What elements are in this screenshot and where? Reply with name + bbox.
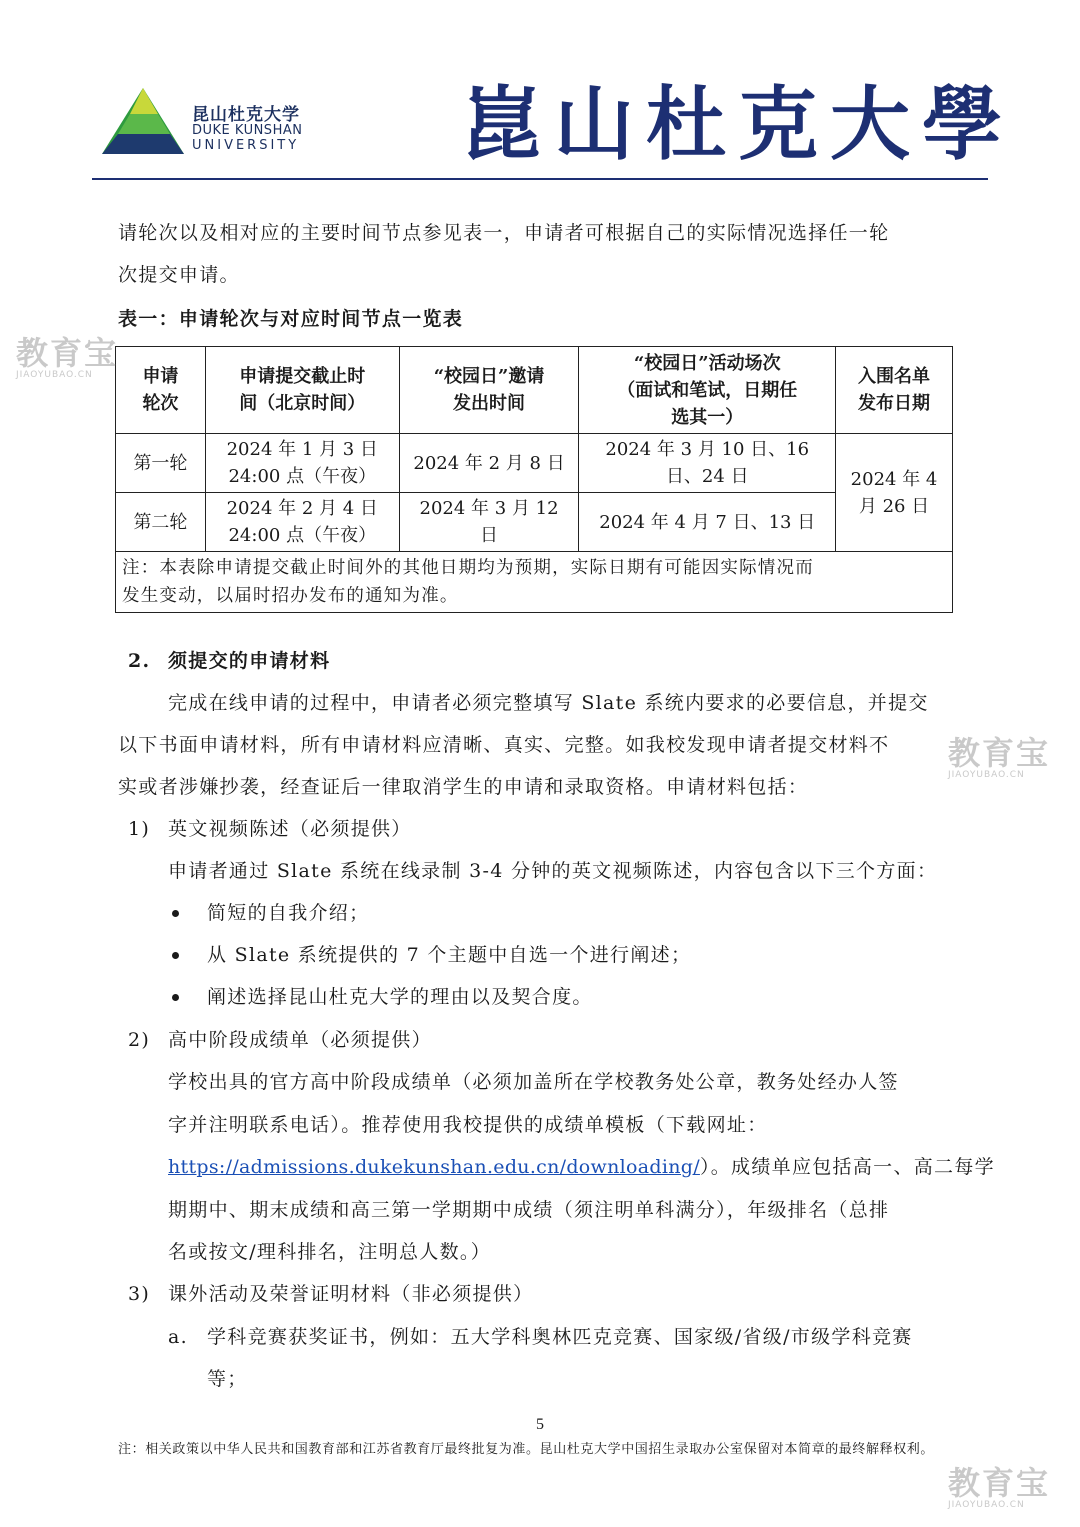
header-deadline: 申请提交截止时 间（北京时间） xyxy=(205,347,399,434)
cell-round: 第一轮 xyxy=(116,434,206,493)
section-title: 须提交的申请材料 xyxy=(168,650,331,672)
sub-item-line: 等； xyxy=(207,1368,248,1390)
cell-invite: 2024 年 3 月 12 日 xyxy=(399,493,579,552)
table-row xyxy=(116,493,953,552)
logo-english-university: UNIVERSITY xyxy=(192,138,300,153)
sub-item-label: a. xyxy=(168,1326,188,1348)
table-row xyxy=(116,434,953,493)
download-link[interactable]: https://admissions.dukekunshan.edu.cn/downloading/ xyxy=(168,1156,700,1178)
header-campus-day: “校园日”活动场次 （面试和笔试，日期任 选其一） xyxy=(579,347,836,434)
section-para-line: 实或者涉嫌抄袭，经查证后一律取消学生的申请和录取资格。申请材料包括： xyxy=(118,776,809,798)
item-title: 课外活动及荣誉证明材料（非必须提供） xyxy=(168,1283,534,1305)
item-text-line: 字并注明联系电话）。推荐使用我校提供的成绩单模板（下载网址： xyxy=(168,1114,768,1136)
intro-line-1: 请轮次以及相对应的主要时间节点参见表一，申请者可根据自己的实际情况选择任一轮 xyxy=(118,222,890,244)
table-note: 注：本表除申请提交截止时间外的其他日期均为预期，实际日期有可能因实际情况而 发生变动，以届时招办发布的通知为准。 xyxy=(116,552,953,613)
watermark-logo: 教育宝 JIAOYUBAO.CN xyxy=(948,1464,1051,1510)
bullet-item: 从 Slate 系统提供的 7 个主题中自选一个进行阐述； xyxy=(207,944,692,966)
item-description: 申请者通过 Slate 系统在线录制 3-4 分钟的英文视频陈述，内容包含以下三个方面： xyxy=(168,860,938,882)
bullet-item: 简短的自我介绍； xyxy=(207,902,370,924)
logo-english-name: DUKE KUNSHAN xyxy=(192,123,303,138)
section-number: 2. xyxy=(128,650,151,672)
bullet-icon xyxy=(172,952,179,959)
header-round: 申请 轮次 xyxy=(116,347,206,434)
table-note-row xyxy=(116,552,953,613)
bullet-icon xyxy=(172,910,179,917)
section-para-line: 完成在线申请的过程中，申请者必须完整填写 Slate 系统内要求的必要信息，并提交 xyxy=(168,692,929,714)
item-text-line: https://admissions.dukekunshan.edu.cn/downloading/）。成绩单应包括高一、高二每学 xyxy=(168,1156,995,1178)
header-shortlist: 入围名单 发布日期 xyxy=(836,347,953,434)
schedule-table xyxy=(115,346,953,613)
header-divider xyxy=(92,178,988,180)
sub-item-line: 学科竞赛获奖证书，例如：五大学科奥林匹克竞赛、国家级/省级/市级学科竞赛 xyxy=(207,1326,913,1348)
cell-deadline: 2024 年 2 月 4 日 24:00 点（午夜） xyxy=(205,493,399,552)
watermark-logo: 教育宝 JIAOYUBAO.CN xyxy=(16,334,119,380)
watermark-logo: 教育宝 JIAOYUBAO.CN xyxy=(948,734,1051,780)
calligraphy-title: 崑山杜克大學 xyxy=(462,77,1014,171)
item-number: 3) xyxy=(128,1283,151,1305)
cell-deadline: 2024 年 1 月 3 日 24:00 点（午夜） xyxy=(205,434,399,493)
cell-campus-day: 2024 年 3 月 10 日、16 日、24 日 xyxy=(579,434,836,493)
intro-line-2: 次提交申请。 xyxy=(118,264,240,286)
table-header-row xyxy=(116,347,953,434)
cell-invite: 2024 年 2 月 8 日 xyxy=(399,434,579,493)
header-invite: “校园日”邀请 发出时间 xyxy=(399,347,579,434)
item-text-line: 名或按文/理科排名，注明总人数。） xyxy=(168,1241,492,1263)
logo-chinese-name: 昆山杜克大学 xyxy=(192,105,300,125)
section-para-line: 以下书面申请材料，所有申请材料应清晰、真实、完整。如我校发现申请者提交材料不 xyxy=(118,734,890,756)
item-title: 英文视频陈述（必须提供） xyxy=(168,818,412,840)
item-number: 2) xyxy=(128,1029,151,1051)
dku-logo-icon xyxy=(100,86,186,156)
item-text-line: 期期中、期末成绩和高三第一学期期中成绩（须注明单科满分），年级排名（总排 xyxy=(168,1199,890,1221)
cell-campus-day: 2024 年 4 月 7 日、13 日 xyxy=(579,493,836,552)
item-text-line: 学校出具的官方高中阶段成绩单（必须加盖所在学校教务处公章，教务处经办人签 xyxy=(168,1071,899,1093)
cell-round: 第二轮 xyxy=(116,493,206,552)
cell-shortlist-date: 2024 年 4 月 26 日 xyxy=(836,434,953,552)
bullet-item: 阐述选择昆山杜克大学的理由以及契合度。 xyxy=(207,986,593,1008)
page-number: 5 xyxy=(536,1416,544,1433)
table-caption: 表一：申请轮次与对应时间节点一览表 xyxy=(118,308,464,330)
item-title: 高中阶段成绩单（必须提供） xyxy=(168,1029,432,1051)
bullet-icon xyxy=(172,994,179,1001)
footer-note: 注：相关政策以中华人民共和国教育部和江苏省教育厅最终批复为准。昆山杜克大学中国招生录取办公室保留对本简章的最终解释权利。 xyxy=(118,1442,935,1457)
item-number: 1) xyxy=(128,818,151,840)
